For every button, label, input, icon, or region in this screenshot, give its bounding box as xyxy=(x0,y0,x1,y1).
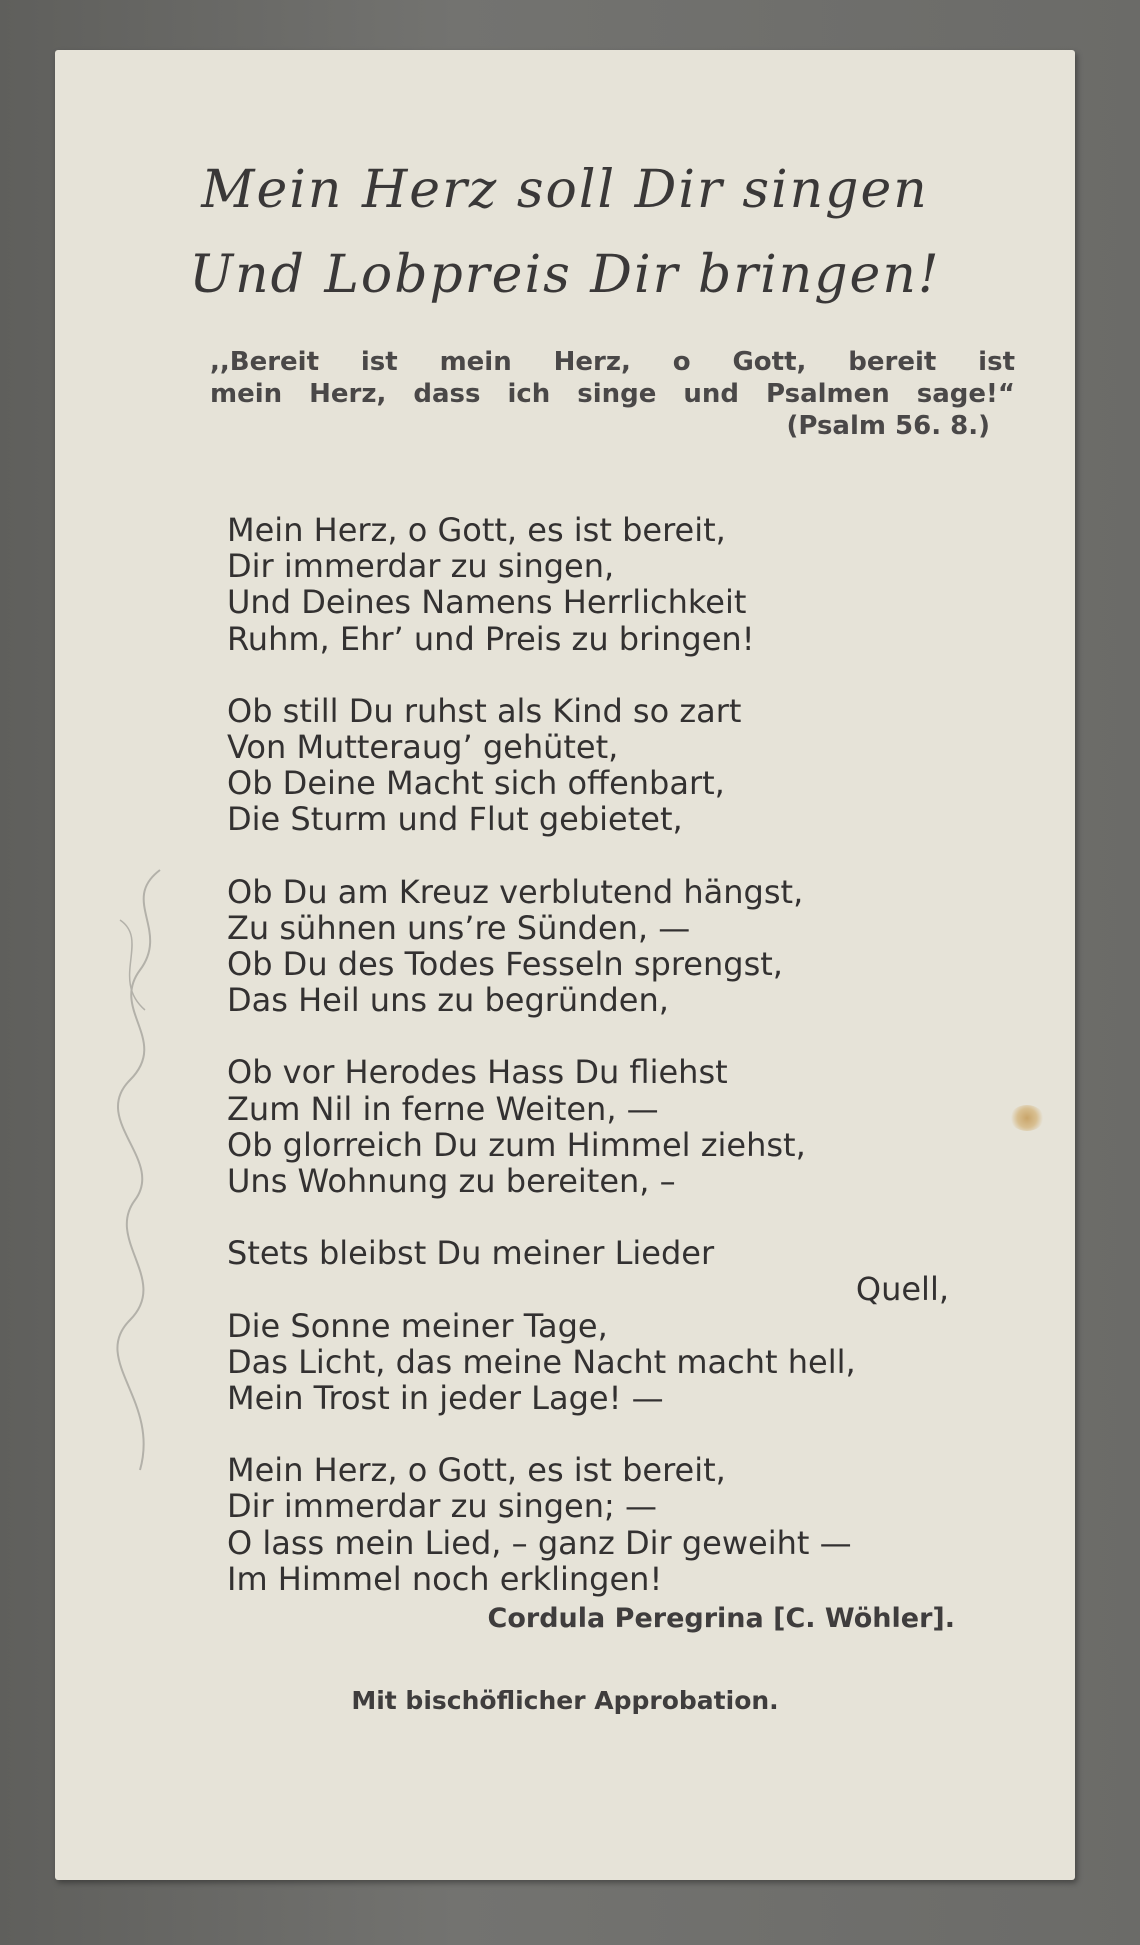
stanza-6 xyxy=(227,1452,1007,1597)
verse-line: Dir immerdar zu singen, xyxy=(227,547,615,586)
author-credit: Cordula Peregrina [C. Wöhler]. xyxy=(487,1603,955,1634)
epigraph xyxy=(210,346,1015,442)
epigraph-line-1: ,,Bereit ist mein Herz, o Gott, bereit ist xyxy=(210,347,1015,377)
verse-line: Zu sühnen uns’re Sünden, — xyxy=(227,908,691,947)
verse-line: Die Sonne meiner Tage, xyxy=(227,1306,608,1345)
title-line-1: Mein Herz soll Dir singen xyxy=(201,160,929,220)
verse-line: Stets bleibst Du meiner Lieder xyxy=(227,1234,715,1273)
verse-line: Ob vor Herodes Hass Du fliehst xyxy=(227,1053,728,1092)
verse-line: Mein Herz, o Gott, es ist bereit, xyxy=(227,1451,726,1490)
verse-line: Ob Deine Macht sich offenbart, xyxy=(227,764,725,803)
epigraph-line-2: mein Herz, dass ich singe und Psalmen sage!“ xyxy=(210,379,1015,409)
verse-line: Quell, xyxy=(855,1270,949,1309)
title-line-2: Und Lobpreis Dir bringen! xyxy=(189,245,941,305)
verse-line: Ruhm, Ehr’ und Preis zu bringen! xyxy=(227,619,755,658)
verse-line: Ob still Du ruhst als Kind so zart xyxy=(227,691,742,730)
poem xyxy=(227,512,1007,1633)
stanza-2 xyxy=(227,693,1007,838)
verse-line: O lass mein Lied, – ganz Dir geweiht — xyxy=(227,1523,852,1562)
verse-line: Das Licht, das meine Nacht macht hell, xyxy=(227,1342,856,1381)
stanza-5 xyxy=(227,1235,1007,1416)
verse-line: Mein Trost in jeder Lage! — xyxy=(227,1379,664,1418)
verse-line: Im Himmel noch erklingen! xyxy=(227,1559,663,1598)
epigraph-reference: (Psalm 56. 8.) xyxy=(786,411,990,441)
stanza-3 xyxy=(227,874,1007,1019)
stanza-1 xyxy=(227,512,1007,657)
stanza-4 xyxy=(227,1054,1007,1199)
verse-line: Mein Herz, o Gott, es ist bereit, xyxy=(227,511,726,549)
verse-line: Ob Du am Kreuz verblutend hängst, xyxy=(227,872,804,911)
prayer-card xyxy=(55,50,1075,1880)
verse-line: Ob glorreich Du zum Himmel ziehst, xyxy=(227,1125,806,1164)
verse-line: Die Sturm und Flut gebietet, xyxy=(227,800,683,839)
approbation-note: Mit bischöflicher Approbation. xyxy=(351,1686,779,1715)
verse-line: Das Heil uns zu begründen, xyxy=(227,981,669,1020)
pencil-scribble xyxy=(100,860,190,1480)
verse-line: Von Mutteraug’ gehütet, xyxy=(227,728,619,767)
verse-line: Ob Du des Todes Fesseln sprengst, xyxy=(227,945,783,984)
verse-line: Zum Nil in ferne Weiten, — xyxy=(227,1089,659,1128)
paper-stain xyxy=(1010,1105,1044,1131)
verse-line: Dir immerdar zu singen; — xyxy=(227,1487,657,1526)
verse-line: Uns Wohnung zu bereiten, – xyxy=(227,1162,676,1201)
verse-line: Und Deines Namens Herrlichkeit xyxy=(227,583,747,622)
